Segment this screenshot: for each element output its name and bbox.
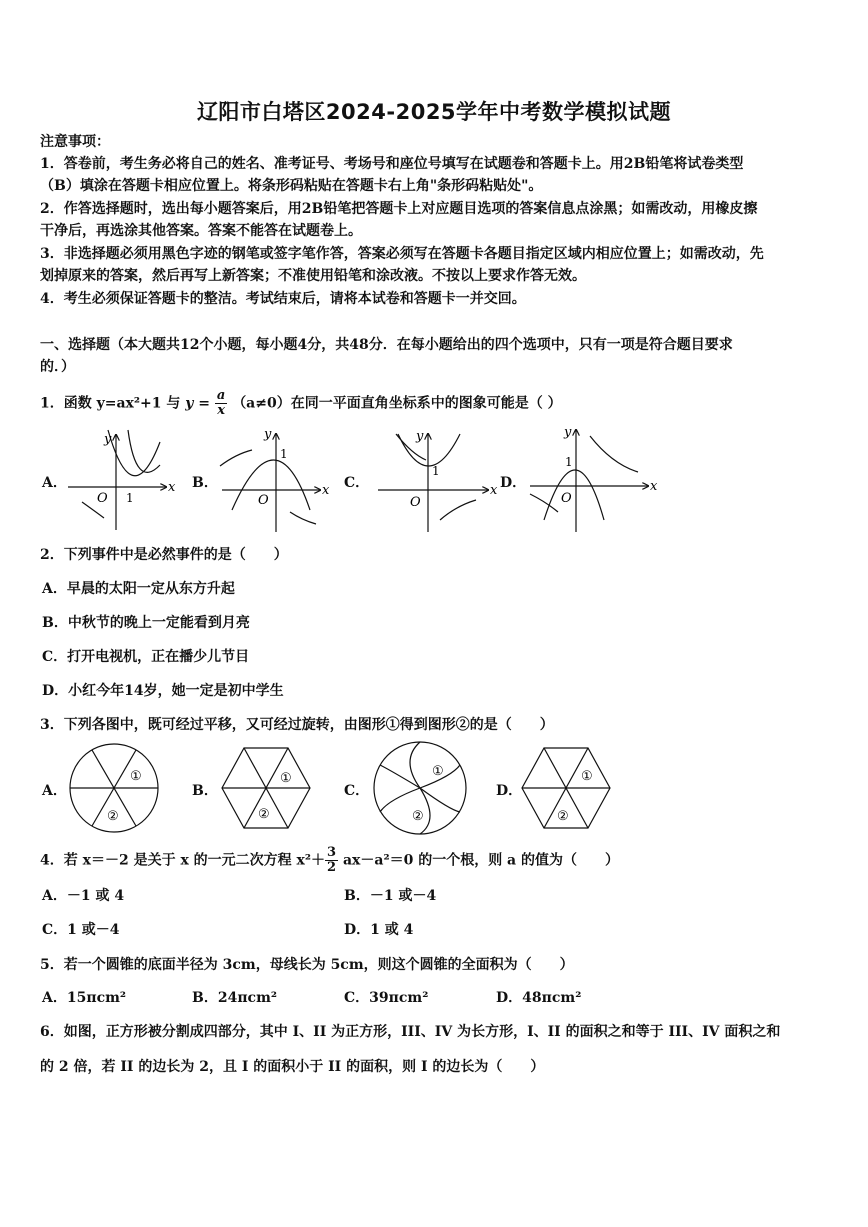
- q5-option-c: C．39πcm²: [344, 990, 429, 1006]
- tick-one: 1: [280, 447, 288, 461]
- question-2-stem: 2．下列事件中是必然事件的是（ ）: [40, 547, 288, 563]
- question-6-stem-cont: 的 2 倍，若 II 的边长为 2，且 I 的面积小于 II 的面积，则 I 的边长为（ ）: [40, 1059, 545, 1075]
- marker-1: ①: [130, 769, 142, 784]
- graph-c: [378, 434, 488, 532]
- marker-2: ②: [107, 809, 119, 824]
- q1-graphs: [0, 420, 868, 535]
- origin-label: O: [258, 493, 269, 508]
- origin-label: O: [97, 491, 108, 506]
- notice-line: （B）填涂在答题卡相应位置上。将条形码粘贴在答题卡右上角"条形码粘贴处"。: [40, 178, 543, 194]
- q5-option-b: B．24πcm²: [192, 990, 278, 1006]
- marker-2: ②: [258, 807, 270, 822]
- q4-option-d: D．1 或 4: [344, 922, 414, 938]
- q5-option-a: A．15πcm²: [42, 990, 127, 1006]
- tick-one: 1: [126, 491, 134, 505]
- fraction-a-over-x: $\frac{a}{x}$: [216, 388, 226, 418]
- question-5-stem: 5．若一个圆锥的底面半径为 3cm，母线长为 5cm，则这个圆锥的全面积为（ ）: [40, 957, 574, 973]
- q2-option-c: C．打开电视机，正在播少儿节目: [42, 649, 250, 665]
- q1-option-d-label: D．: [500, 475, 527, 491]
- origin-label: O: [410, 495, 421, 510]
- q3-option-a-label: A．: [42, 783, 67, 799]
- notice-line: 1．答卷前，考生务必将自己的姓名、准考证号、考场号和座位号填写在试题卷和答题卡上。用2B铅笔将试卷类型: [40, 156, 744, 172]
- y-axis-label: y: [264, 427, 272, 442]
- q1-option-a-label: A．: [42, 475, 67, 491]
- graph-a: [68, 430, 166, 530]
- notice-line: 干净后，再选涂其他答案。答案不能答在试题卷上。: [40, 223, 362, 239]
- question-4-stem: 4．若 x＝－2 是关于 x 的一元二次方程 x²＋ $\frac{3}{2}$ ax－a²＝0 的一个根，则 a 的值为（ ）: [40, 845, 620, 875]
- question-1-stem: 1．函数 y=ax²+1 与 y = $\frac{a}{x}$ （a≠0）在同一平面直角坐标系中的图象可能是（ ）: [40, 388, 562, 418]
- x-axis-label: x: [168, 480, 176, 495]
- q2-option-b: B．中秋节的晚上一定能看到月亮: [42, 615, 250, 631]
- notice-line: 2．作答选择题时，选出每小题答案后，用2B铅笔把答题卡上对应题目选项的答案信息点涂黑；如需改动，用橡皮擦: [40, 201, 758, 217]
- section-heading: 一、选择题（本大题共12个小题，每小题4分，共48分．在每小题给出的四个选项中，只有一项是符合题目要求: [40, 337, 733, 353]
- q4-option-c: C．1 或－4: [42, 922, 120, 938]
- q3-option-c-label: C．: [344, 783, 370, 799]
- tick-one: 1: [565, 455, 573, 469]
- q3-figures: [0, 740, 868, 840]
- question-3-stem: 3．下列各图中，既可经过平移，又可经过旋转，由图形①得到图形②的是（ ）: [40, 717, 554, 733]
- notice-heading: 注意事项：: [40, 134, 110, 150]
- marker-1: ①: [581, 769, 593, 784]
- q5-option-d: D．48πcm²: [496, 990, 582, 1006]
- x-axis-label: x: [322, 483, 330, 498]
- q4-option-b: B．－1 或－4: [344, 888, 437, 904]
- q4-option-a: A．－1 或 4: [42, 888, 125, 904]
- origin-label: O: [561, 491, 572, 506]
- marker-2: ②: [412, 809, 424, 824]
- notice-line: 划掉原来的答案，然后再写上新答案；不准使用铅笔和涂改液。不按以上要求作答无效。: [40, 268, 586, 284]
- q2-option-d: D．小红今年14岁，她一定是初中学生: [42, 683, 284, 699]
- graph-b: [220, 434, 320, 532]
- notice-line: 4．考生必须保证答题卡的整洁。考试结束后，请将本试卷和答题卡一并交回。: [40, 291, 526, 307]
- section-heading-cont: 的．）: [40, 359, 75, 375]
- marker-2: ②: [557, 809, 569, 824]
- q2-option-a: A．早晨的太阳一定从东方升起: [42, 581, 235, 597]
- q1-option-b-label: B．: [192, 475, 218, 491]
- y-axis-label: y: [416, 429, 424, 444]
- notice-line: 3．非选择题必须用黑色字迹的钢笔或签字笔作答，答案必须写在答题卡各题目指定区域内相应位置上；如需改动，先: [40, 246, 764, 262]
- fraction-3-over-2: $\frac{3}{2}$: [327, 845, 337, 875]
- question-6-stem: 6．如图，正方形被分割成四部分，其中 I、II 为正方形，III、IV 为长方形，I、II 的面积之和等于 III、IV 面积之和: [40, 1024, 781, 1040]
- x-axis-label: x: [490, 483, 498, 498]
- x-axis-label: x: [650, 479, 658, 494]
- tick-one: 1: [432, 464, 440, 478]
- q3-option-b-label: B．: [192, 783, 218, 799]
- marker-1: ①: [432, 764, 444, 779]
- q3-option-d-label: D．: [496, 783, 523, 799]
- y-axis-label: y: [564, 425, 572, 440]
- marker-1: ①: [280, 771, 292, 786]
- page-title: 辽阳市白塔区2024-2025学年中考数学模拟试题: [196, 100, 672, 124]
- q1-option-c-label: C．: [344, 475, 370, 491]
- graph-d: [530, 430, 648, 532]
- y-axis-label: y: [104, 432, 112, 447]
